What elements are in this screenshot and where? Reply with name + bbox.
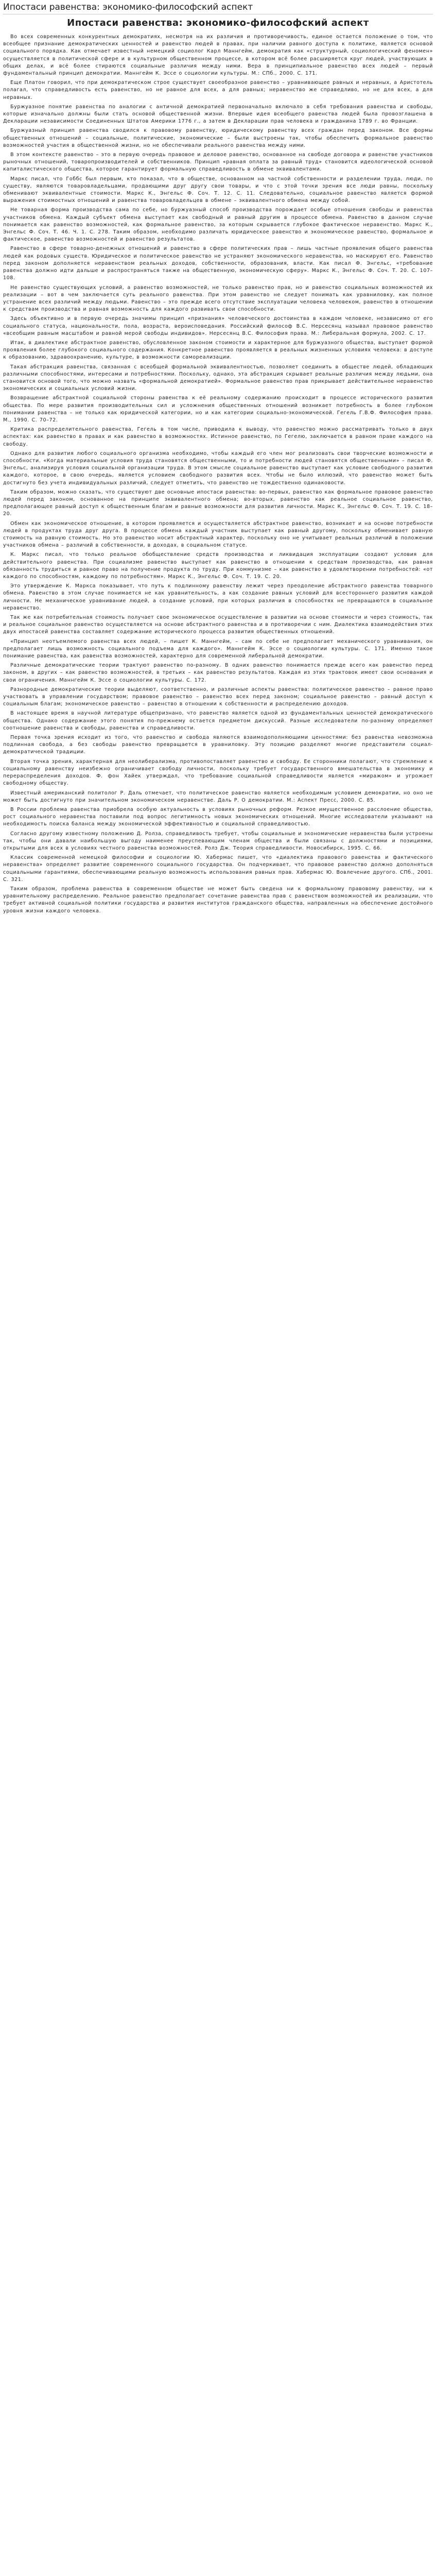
paragraph: Маркс писал, что Гоббс был первым, кто показал, что в обществе, основанном на частной собственности и разделении труда, люди, по существу, являются товаровладельцами, продающими друг другу свои товары, и что с этой точки зрения все люди равны, поскольку обменивают эквивалентные стоимости. Маркс К., Энгельс Ф. Соч. Т. 12. С. 11. Следовательно, социальное равенство является формой выражения стоимостных отношений и равенства товаровладельцев в обмене – эквивалентного обмена между собой. xyxy=(3,176,433,204)
article-title: Ипостаси равенства: экономико-философский аспект xyxy=(67,18,369,28)
paragraph: Вторая точка зрения, характерная для неолиберализма, противопоставляет равенство и свободу. Ее сторонники полагают, что стремление к социальному равенству неизбежно ограничивает свободу личности, поскольку требует государственного вмешательства в экономику и перераспределения доходов. Ф. фон Хайек утверждал, что требование социальной справедливости является «миражом» и угрожает свободному обществу. xyxy=(3,758,433,787)
paragraph: Так же как потребительная стоимость получает свое экономическое осуществление в развитии на основе стоимости и через стоимость, так и реальное социальное равенство осуществляется на основе абстрактного равенства и в противоречии с ним. Диалектика взаимодействия этих двух ипостасей равенства составляет содержание исторического процесса развития общественных отношений. xyxy=(3,615,433,635)
paragraph: Обмен как экономическое отношение, в котором проявляется и осуществляется абстрактное равенство, возникает и на основе потребности людей в продуктах труда друг друга. В процессе обмена каждый участник выступает как равный другому, поскольку обменивает равную стоимость на равную стоимость. Но это равенство носит абстрактный характер, поскольку оно не учитывает реальных различий в положении участников обмена – различий в собственности, в доходах, в социальном статусе. xyxy=(3,520,433,549)
paragraph: В настоящее время в научной литературе общепризнано, что равенство является одной из фундаментальных ценностей демократического общества. Однако содержание этого понятия по-прежнему остается предметом дискуссий. Разные исследователи по-разному определяют соотношение равенства и свободы, равенства и справедливости. xyxy=(3,710,433,731)
paragraph: Таким образом, проблема равенства в современном обществе не может быть сведена ни к формальному правовому равенству, ни к уравнительному распределению. Реальное равенство предполагает сочетание равенства прав с равенством возможностей их реализации, что требует активной социальной политики государства и развития институтов гражданского общества, направленных на обеспечение достойного уровня жизни каждого человека. xyxy=(3,886,433,914)
paragraph: Здесь объективно и в первую очередь значимы принцип «признания» человеческого достоинства в каждом человеке, независимо от его социального статуса, национальности, пола, возраста, вероисповедания. Российский философ В.С. Нерсесянц называл правовое равенство «всеобщим равным масштабом и равной мерой свободы индивидов». Нерсесянц В.С. Философия права. М.: Либеральная формула, 2002. С. 17. xyxy=(3,316,433,336)
paragraph: К. Маркс писал, что только реальное обобществление средств производства и ликвидация эксплуатации создают условия для действительного равенства. При социализме равенство выступает как равенство в отношении к средствам производства, как равная обязанность трудиться и равное право на получение продукта по труду. При коммунизме – как равенство в удовлетворении потребностей: «от каждого по способностям, каждому по потребностям». Маркс К., Энгельс Ф. Соч. Т. 19. С. 20. xyxy=(3,552,433,580)
paragraph: Согласно другому известному положению Д. Ролза, справедливость требует, чтобы социальные и экономические неравенства были устроены так, чтобы они давали наибольшую выгоду наименее преуспевающим членам общества и были связаны с должностями и позициями, открытыми для всех в условиях честного равенства возможностей. Ролз Дж. Теория справедливости. Новосибирск, 1995. С. 66. xyxy=(3,831,433,851)
paragraph: В этом контексте равенство – это в первую очередь правовое и деловое равенство, основанное на свободе договора и равенстве участников рыночных отношений, товаропроизводителей и собственников. Принцип «равная оплата за равный труд» становится идеологической основой капиталистического общества, которое гарантирует формальную справедливость в обмене эквивалентами. xyxy=(3,152,433,173)
article-body xyxy=(3,33,433,915)
paragraph: Разнородные демократические теории выделяют, соответственно, и различные аспекты равенства: политическое равенство – равное право участвовать в управлении государством; правовое равенство – равенство всех перед законом; социальное равенство – равный доступ к социальным благам; экономическое равенство – равенство в отношении к собственности и распределению доходов. xyxy=(3,686,433,707)
paragraph: «Принцип неотъемлемого равенства всех людей, – пишет К. Маннгейм, – сам по себе не предполагает механического уравнивания, он предполагает лишь возможность социального подъема для каждого». Маннгейм К. Эссе о социологии культуры. С. 171. Именно такое понимание равенства, как равенства возможностей, характерно для современной либеральной демократии. xyxy=(3,638,433,659)
paragraph: Буржуазный принцип равенства сводился к правовому равенству, юридическому равенству всех граждан перед законом. Все формы общественных отношений – социальные, политические, экономические – были выстроены так, чтобы обеспечить формальное равенство возможностей участия в общественной жизни, но не обеспечивали реального равенства между ними. xyxy=(3,128,433,148)
paragraph: Таким образом, можно сказать, что существуют две основные ипостаси равенства: во-первых, равенство как формальное правовое равенство людей перед законом, основанное на принципе эквивалентного обмена; во-вторых, равенство как реальное социальное равенство, предполагающее равный доступ к общественным благам и равные возможности для развития личности. Маркс К., Энгельс Ф. Соч. Т. 19. С. 18–20. xyxy=(3,489,433,517)
page-title: Ипостаси равенства: экономико-философский аспект xyxy=(3,1,433,14)
paragraph: Известный американский политолог Р. Даль отмечает, что политическое равенство является необходимым условием демократии, но оно не может быть достигнуто при значительном экономическом неравенстве. Даль Р. О демократии. М.: Аспект Пресс, 2000. С. 85. xyxy=(3,790,433,803)
paragraph: В России проблема равенства приобрела особую актуальность в условиях рыночных реформ. Резкое имущественное расслоение общества, рост социального неравенства поставили под вопрос легитимность новых экономических отношений. Многие исследователи указывают на необходимость поиска баланса между экономической эффективностью и социальной справедливостью. xyxy=(3,806,433,827)
paragraph: Однако для развития любого социального организма необходимо, чтобы каждый его член мог реализовать свои творческие возможности и способности. «Когда материальные условия труда становятся общественными, то и потребности людей становятся общественными» – писал Ф. Энгельс, анализируя условия социальной организации труда. В этом смысле социальное равенство выступает как условие свободного развития каждого, которое, в свою очередь, является условием свободного развития всех. Чтобы не было иллюзий, что равенство может быть достигнуто без учета индивидуальных различий, следует отметить, что равенство не тождественно одинаковости. xyxy=(3,450,433,486)
paragraph: Возвращение абстрактной социальной стороны равенства к её реальному содержанию происходит в процессе исторического развития общества. По мере развития производительных сил и усложнения общественных отношений возникает потребность в более глубоком понимании равенства – не только как юридической категории, но и как категории социально-экономической. Гегель Г.В.Ф. Философия права. М., 1990. С. 70–72. xyxy=(3,395,433,423)
paragraph: Различные демократические теории трактуют равенство по-разному. В одних равенство понимается прежде всего как равенство перед законом, в других – как равенство возможностей, в третьих – как равенство результатов. Каждая из этих трактовок имеет свои основания и свои ограничения. Маннгейм К. Эссе о социологии культуры. С. 172. xyxy=(3,663,433,683)
paragraph: Буржуазное понятие равенства по аналогии с античной демократией первоначально включало в себя требования равенства и свободы, которые изначально должны были стать основой общественной жизни. Впервые идея всеобщего равенства людей была провозглашена в Декларации независимости Соединенных Штатов Америки 1776 г., а затем в Декларации прав человека и гражданина 1789 г. во Франции. xyxy=(3,104,433,125)
paragraph: Не товарная форма производства сама по себе, но буржуазный способ производства порождает особые отношения свободы и равенства участников обмена. Каждый субъект обмена выступает как свободный и равный другим в процессе обмена. Равенство в данном случае понимается как равенство возможностей, как формальное равенство, за которым скрывается глубокое фактическое неравенство. Маркс К., Энгельс Ф. Соч. Т. 46. Ч. 1. С. 278. Таким образом, необходимо различать юридическое равенство и экономическое равенство, формальное и фактическое, равенство возможностей и равенство результатов. xyxy=(3,207,433,243)
paragraph: Равенство в сфере товарно-денежных отношений и равенство в сфере политических прав – лишь частные проявления общего равенства людей как родовых существ. Юридическое и политическое равенство не устраняют экономического неравенства, но маскируют его. Равенство перед законом дополняется неравенством реальных доходов, собственности, образования, власти. Как писал Ф. Энгельс, «требование равенства должно идти дальше и распространяться также на общественную, экономическую сферу». Маркс К., Энгельс Ф. Соч. Т. 20. С. 107–108. xyxy=(3,246,433,281)
paragraph: Во всех современных конкурентных демократиях, несмотря на их различия и противоречивость, единое остается положение о том, что всеобщее признание демократических ценностей и равенство людей в правах, при наличии равного доступа к политике, является основой социального порядка. Как отмечает известный немецкий социолог Карл Маннгейм, демократия как «структурный, социологический феномен» осуществляется в политической сфере и в культурном общественном процессе, в котором всё более расширяется круг людей, участвующих в общих делах, и всё более стираются социальные различия между ними. Вера в принципиальное равенство всех людей – первый фундаментальный принцип демократии. Маннгейм К. Эссе о социологии культуры. М.: СПб., 2000. С. 171. xyxy=(3,34,433,77)
page xyxy=(0,0,436,915)
paragraph: Критика распределительного равенства, Гегель в том числе, приводила к выводу, что равенство можно рассматривать только в двух аспектах: как равенство в правах и как равенство в возможностях. Истинное равенство, по Гегелю, заключается в равном праве каждого на свободу. xyxy=(3,427,433,447)
paragraph: Итак, в диалектике абстрактное равенство, обусловленное законом стоимости и характерное для буржуазного общества, выступает формой проявления более глубокого социального содержания. Конкретное равенство проявляется в реальных жизненных условиях человека: в доступе к образованию, здравоохранению, культуре, в возможности самореализации. xyxy=(3,340,433,361)
paragraph: Еще Платон говорил, что при демократическом строе существует своеобразное равенство – уравнивающее равных и неравных, а Аристотель полагал, что справедливость есть равенство, но не равное для всех, а для равных; неравенство же справедливо, но не для всех, а для неравных. xyxy=(3,80,433,100)
paragraph: Не равенство существующих условий, а равенство возможностей, не только равенство прав, но и равенство социальных возможностей их реализации – вот в чем заключается суть реального равенства. При этом равенство не следует понимать как уравниловку, как полное устранение всех различий между людьми. Равенство – это прежде всего отсутствие эксплуатации человека человеком, равенство в отношении к средствам производства и равная возможность для каждого развивать свои способности. xyxy=(3,284,433,313)
paragraph: Классик современной немецкой философии и социологии Ю. Хабермас пишет, что «диалектика правового равенства и фактического неравенства» определяет развитие современного социального государства. Он подчеркивает, что правовое равенство должно дополняться социальными гарантиями, обеспечивающими реальную возможность использования равных прав. Хабермас Ю. Вовлечение другого. СПб., 2001. С. 321. xyxy=(3,855,433,883)
paragraph: Такая абстракция равенства, связанная с всеобщей формальной эквивалентностью, позволяет соединить в обществе людей, обладающих различными способностями, интересами и потребностями. Поскольку, однако, эта абстракция скрывает реальные различия между людьми, она становится основой того, что можно назвать «формальной демократией». Формальное равенство прав прикрывает действительное неравенство экономических и социальных условий жизни. xyxy=(3,364,433,392)
paragraph: Первая точка зрения исходит из того, что равенство и свобода являются взаимодополняющими ценностями: без равенства невозможна подлинная свобода, а без свободы равенство превращается в уравниловку. Эту позицию разделяют многие представители социал-демократической традиции. xyxy=(3,735,433,755)
paragraph: Это утверждение К. Маркса показывает, что путь к подлинному равенству лежит через преодоление абстрактного равенства товарного обмена. Равенство в этом случае понимается не как уравнительность, а как создание равных условий для всестороннего развития каждой личности. Не механическое уравнивание людей, а создание условий, при которых различия в способностях не превращаются в социальное неравенство. xyxy=(3,583,433,611)
